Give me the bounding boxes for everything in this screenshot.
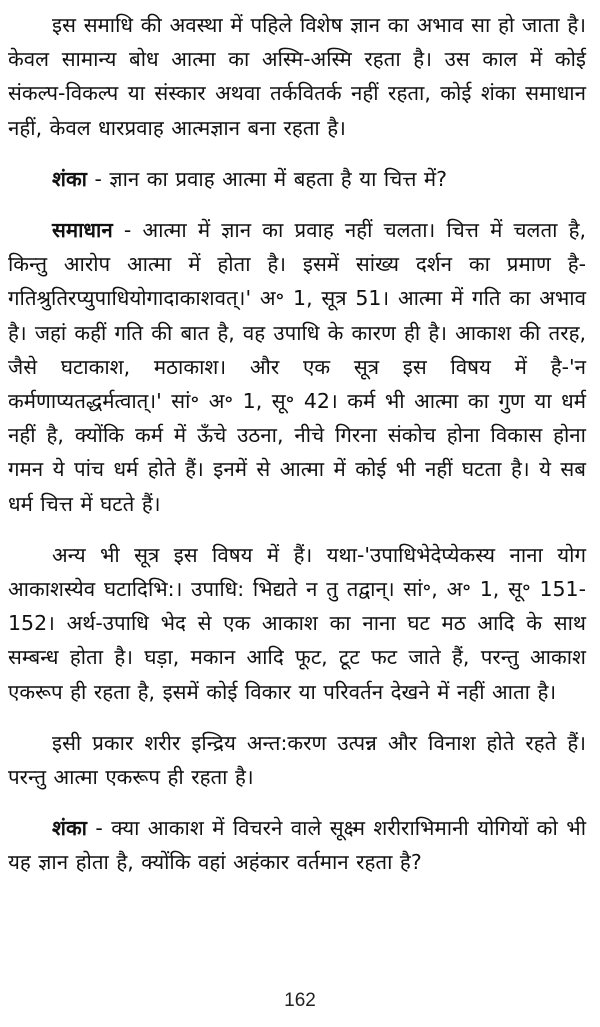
paragraph-text: इस समाधि की अवस्था में पहिले विशेष ज्ञान का अभाव सा हो जाता है। केवल सामान्य बोध आत्मा का अस्मि-अस्मि रहता है। उस काल में कोई संकल्प-विकल्प या संस्कार अथवा तर्कवितर्क नहीं रहता, कोई शंका समाधान नहीं, केवल धारप्रवाह आत्मज्ञान बना रहता है। xyxy=(8,13,586,140)
paragraph-text: - क्या आकाश में विचरने वाले सूक्ष्म शरीराभिमानी योगियों को भी यह ज्ञान होता है, क्योंकि वहां अहंकार वर्तमान रहता है? xyxy=(8,816,586,875)
paragraph-question-1 xyxy=(8,162,586,196)
question-label: शंका xyxy=(52,166,87,191)
paragraph-other-sutras xyxy=(8,538,586,709)
answer-label: समाधान xyxy=(52,218,113,243)
page-number: 162 xyxy=(284,990,316,1011)
question-label: शंका xyxy=(52,816,87,841)
paragraph-text: इसी प्रकार शरीर इन्द्रिय अन्त:करण उत्पन्न और विनाश होते रहते हैं। परन्तु आत्मा एकरूप ही रहता है। xyxy=(8,730,586,790)
paragraph-text: अन्य भी सूत्र इस विषय में हैं। यथा-'उपाधिभेदेप्येकस्य नाना योग आकाशस्येव घटादिभि:। उपाधि: भिद्यते न तु तद्वान्। सां॰, अ॰ 1, सू॰ 151-152। अर्थ-उपाधि भेद से एक आकाश का नाना घट मठ आदि के साथ सम्बन्ध होता है। घड़ा, मकान आदि फूट, टूट फट जाते हैं, परन्तु आकाश एकरूप ही रहता है, इसमें कोई विकार या परिवर्तन देखने में नहीं आता है। xyxy=(8,542,586,704)
paragraph-text: - ज्ञान का प्रवाह आत्मा में बहता है या चित्त में? xyxy=(87,166,448,191)
paragraph-text: - आत्मा में ज्ञान का प्रवाह नहीं चलता। चित्त में चलता है, किन्तु आरोप आत्मा में होता है। इसमें सांख्य दर्शन का प्रमाण है-गतिश्रुतिरप्युपाधियोगादाकाशवत्।' अ॰ 1, सूत्र 51। आत्मा में गति का अभाव है। जहां कहीं गति की बात है, वह उपाधि के कारण ही है। आकाश की तरह, जैसे घटाकाश, मठाकाश। और एक सूत्र इस विषय में है-'न कर्मणाप्यतद्धर्मत्वात्।' सां॰ अ॰ 1, सू॰ 42। कर्म भी आत्मा का गुण या धर्म नहीं है, क्योंकि कर्म में ऊँचे उठना, नीचे गिरना संकोच होना विकास होना गमन ये पांच धर्म होते हैं। इनमें से आत्मा में कोई भी नहीं घटता है। ये सब धर्म चित्त में घटते हैं। xyxy=(8,218,586,516)
paragraph-samadhi-state xyxy=(8,8,586,145)
paragraph-answer-1 xyxy=(8,213,586,521)
paragraph-body-senses xyxy=(8,726,586,794)
paragraph-question-2 xyxy=(8,811,586,879)
